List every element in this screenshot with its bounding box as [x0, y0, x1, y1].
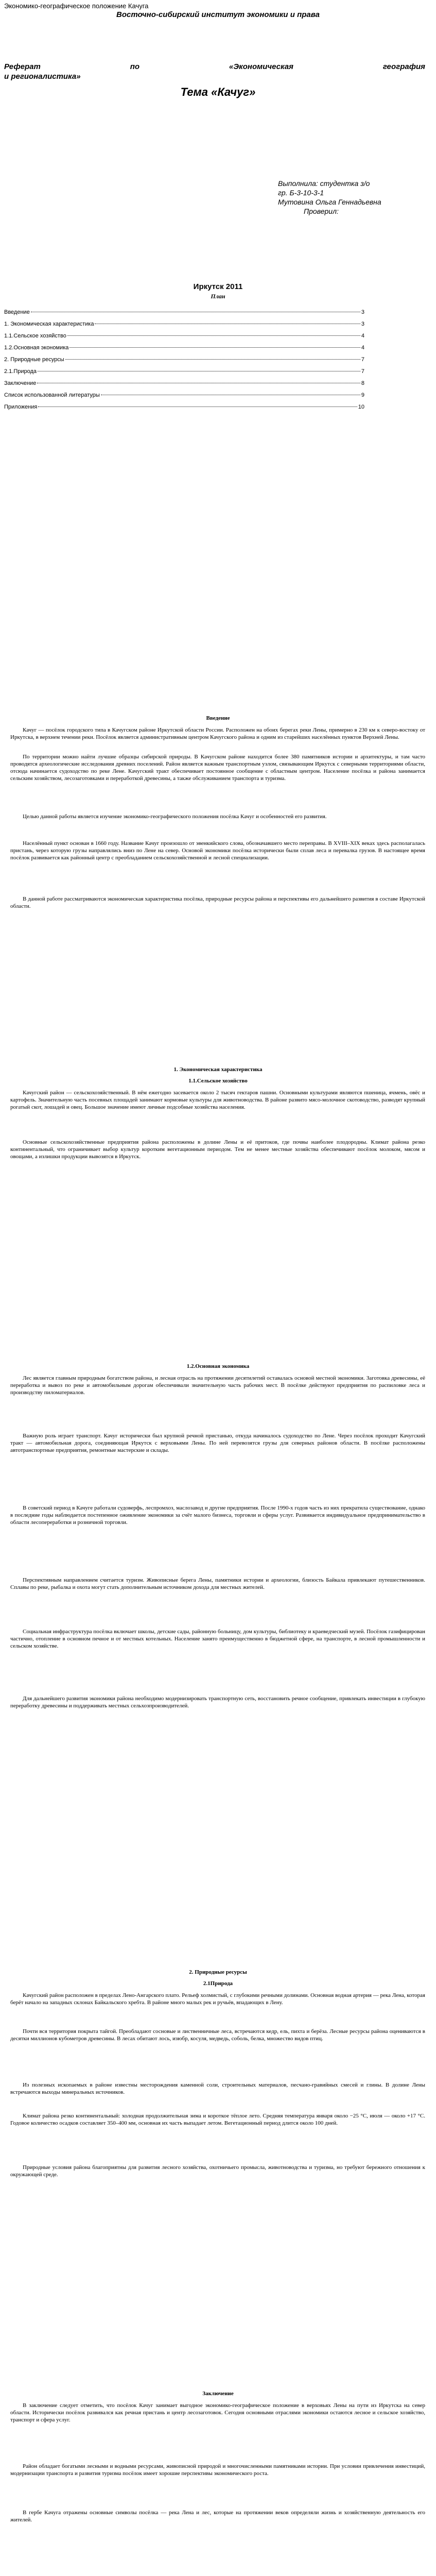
author-line-3: Мутовина Ольга Геннадьевна	[278, 198, 381, 206]
author-line-4: Проверил:	[304, 207, 339, 215]
section-paragraph: Климат района резко континентальный: холодная продолжительная зима и короткое тёплое лето. Средняя температура января около −25 °C, июля — около +17 °C. Годовое количество осадков составляет 350–400 мм, основная их часть выпадает летом. Вегетационный период длится около 100 дней.	[10, 2113, 425, 2126]
section-paragraph: Лес является главным природным богатством района, и лесная отрасль на протяжении десятилетий оставалась основой местной экономики. Заготовка древесины, её переработка и вывоз по реке и автомобильным дорогам обеспечивали значительную часть рабочих мест. В посёлке действуют предприятия по распиловке леса и производству пиломатериалов.	[10, 1375, 425, 1396]
conclusion-paragraph: В заключение следует отметить, что посёлок Качуг занимает выгодное экономико-географическое положение в верховьях Лены на пути из Иркутска на север области. Исторически посёлок развивался как речная пристань и центр лесозаготовок. Сегодня основными отраслями экономики остаются лесное и сельское хозяйство, транспорт и сфера услуг.	[10, 2402, 425, 2423]
author-line-2: гр. Б-3-10-3-1	[278, 189, 324, 197]
section-paragraph: Качугский район расположен в пределах Лено-Ангарского плато. Рельеф холмистый, с глубокими речными долинами. Основная водная артерия — река Лена, которая берёт начало на западных склонах Байкальского хребта. В районе много малых рек и ручьёв, впадающих в Лену.	[10, 1992, 425, 2006]
intro-paragraph: В данной работе рассматриваются экономическая характеристика посёлка, природные ресурсы района и перспективы его дальнейшего развития в составе Иркутской области.	[10, 896, 425, 909]
city-year: Иркутск 2011	[193, 282, 243, 291]
discipline-part1: «Экономическая	[229, 62, 293, 71]
section-paragraph: Из полезных ископаемых в районе известны месторождения каменной соли, строительных материалов, песчано-гравийных смесей и глины. В долине Лены встречаются выходы минеральных источников.	[10, 2082, 425, 2095]
table-of-contents	[4, 309, 364, 416]
institute-name: Восточно-сибирский институт экономики и права	[116, 10, 320, 19]
intro-paragraph: Качуг — посёлок городского типа в Качугском районе Иркутской области России. Расположен на обоих берегах реки Лены, примерно в 230 км к северо-востоку от Иркутска, в верхнем течении реки. Посёлок является административным центром Качугского района и одним из старейших населённых пунктов Верхней Лены.	[10, 727, 425, 740]
section-paragraph: В советский период в Качуге работали судоверфь, леспромхоз, маслозавод и другие предприятия. После 1990-х годов часть из них прекратила существование, однако в последние годы наблюдается постепенное оживление экономики за счёт малого бизнеса, торговли и сферы услуг. Развивается индивидуальное предпринимательство в области лесопереработки и розничной торговли.	[10, 1505, 425, 1526]
section-paragraph: Перспективным направлением считается туризм. Живописные берега Лены, памятники истории и археологии, близость Байкала привлекают путешественников. Сплавы по реке, рыбалка и охота могут стать дополнительным источником дохода для местных жителей.	[10, 1577, 425, 1590]
section-paragraph: Для дальнейшего развития экономики района необходимо модернизировать транспортную сеть, восстановить речное сообщение, привлекать инвестиции в глубокую переработку древесины и поддерживать местных сельхозпроизводителей.	[10, 1696, 425, 1709]
referat-block	[4, 62, 425, 81]
section1-1-heading: 1.1.Сельское хозяйство	[188, 1078, 248, 1084]
section-paragraph: Природные условия района благоприятны для развития лесного хозяйства, охотничьего промысла, животноводства и туризма, но требуют бережного отношения к окружающей среде.	[10, 2164, 425, 2178]
section1-2-heading: 1.2.Основная экономика	[186, 1363, 250, 1369]
toc-entry[interactable]: Введение 3	[4, 309, 364, 315]
po-word: по	[130, 62, 140, 71]
intro-paragraph: По территории можно найти лучшие образцы сибирской природы. В Качугском районе находится более 380 памятников истории и архитектуры, и там часто проводятся археологические исследования древних поселений. Район является важным транспортным узлом, связывающим Иркутск с северными территориями области, отсюда начинается судоходство по реке Лене. Качугский тракт обеспечивает постоянное сообщение с областным центром. Население посёлка и района занимается сельским хозяйством, лесозаготовками и переработкой древесины, а также обслуживанием транспорта и туризма.	[10, 754, 425, 782]
section-paragraph: Социальная инфраструктура посёлка включает школы, детские сады, районную больницу, дом культуры, библиотеку и краеведческий музей. Посёлок газифицирован частично, отопление в основном печное и от местных котельных. Население занято преимущественно в бюджетной сфере, на транспорте, в лесной промышленности и сельском хозяйстве.	[10, 1629, 425, 1649]
intro-paragraph: Населённый пункт основан в 1660 году. Название Качуг произошло от эвенкийского слова, обозначавшего место переправы. В XVIII–XIX веках здесь располагалась пристань, через которую грузы направлялись вниз по Лене на север. Основой экономики посёлка исторически были сплав леса и перевалка грузов. В настоящее время посёлок развивается как районный центр с преобладанием сельскохозяйственной и лесной специализации.	[10, 840, 425, 861]
toc-entry[interactable]: 2. Природные ресурсы 7	[4, 357, 364, 363]
section-paragraph: Качугский район — сельскохозяйственный. В нём ежегодно засевается около 2 тысяч гектаров пашни. Основными культурами являются пшеница, ячмень, овёс и картофель. Значительную часть посевных площадей занимают кормовые культуры для животноводства. В районе развито мясо-молочное скотоводство, разводят крупный рогатый скот, лошадей и овец. Большое значение имеют личные подсобные хозяйства населения.	[10, 1090, 425, 1110]
document-title: Экономико-географическое положение Качуга	[4, 2, 149, 10]
section-paragraph: Почти вся территория покрыта тайгой. Преобладают сосновые и лиственничные леса, встречаются кедр, ель, пихта и берёза. Лесные ресурсы района оцениваются в десятки миллионов кубометров древесины. В лесах обитают лось, изюбр, косуля, медведь, соболь, белка, множество видов птиц.	[10, 2028, 425, 2042]
section-paragraph: Важную роль играет транспорт. Качуг исторически был крупной речной пристанью, откуда начиналось судоходство по Лене. Через посёлок проходит Качугский тракт — автомобильная дорога, соединяющая Иркутск с верховьями Лены. По ней перевозятся грузы для северных районов области. В посёлке расположены автотранспортные предприятия, ремонтные мастерские и склады.	[10, 1433, 425, 1453]
discipline-part3: и регионалистика»	[4, 72, 81, 81]
toc-entry[interactable]: 2.1.Природа 7	[4, 368, 364, 375]
plan-heading: План	[211, 293, 225, 300]
conclusion-paragraph: Район обладает богатыми лесными и водными ресурсами, живописной природой и многочисленными памятниками истории. При условии привлечения инвестиций, модернизации транспорта и развития туризма посёлок имеет хорошие перспективы экономического роста.	[10, 2463, 425, 2477]
toc-entry[interactable]: 1. Экономическая характеристика 3	[4, 321, 364, 327]
toc-entry[interactable]: Заключение 8	[4, 380, 364, 386]
section1-heading: 1. Экономическая характеристика	[173, 1066, 263, 1073]
topic-title: Тема «Качуг»	[180, 86, 256, 98]
toc-entry[interactable]: Список использованной литературы 9	[4, 392, 364, 398]
intro-heading: Введение	[206, 715, 230, 721]
toc-entry[interactable]: 1.1.Сельское хозяйство 4	[4, 333, 364, 339]
discipline-part2: география	[382, 62, 425, 71]
section2-1-heading: 2.1Природа	[203, 1980, 233, 1987]
conclusion-paragraph: В гербе Качуга отражены основные символы посёлка — река Лена и лес, которые на протяжении веков определяли жизнь и хозяйственную деятельность его жителей.	[10, 2510, 425, 2523]
intro-paragraph: Целью данной работы является изучение экономико-географического положения посёлка Качуг и особенностей его развития.	[23, 814, 327, 820]
conclusion-heading: Заключение	[202, 2391, 234, 2397]
toc-entry[interactable]: 1.2.Основная экономика 4	[4, 345, 364, 351]
toc-entry[interactable]: Приложения 10	[4, 404, 364, 410]
section-paragraph: Основные сельскохозяйственные предприятия района расположены в долине Лены и её притоков, где почвы наиболее плодородны. Климат района резко континентальный, что ограничивает выбор культур коротким вегетационным периодом. Тем не менее местные хозяйства обеспечивают посёлок молоком, мясом и овощами, а излишки продукции вывозятся в Иркутск.	[10, 1139, 425, 1160]
section2-heading: 2. Природные ресурсы	[189, 1969, 247, 1975]
author-line-1: Выполнила: студентка з/о	[278, 179, 370, 188]
referat-word: Реферат	[4, 62, 41, 71]
